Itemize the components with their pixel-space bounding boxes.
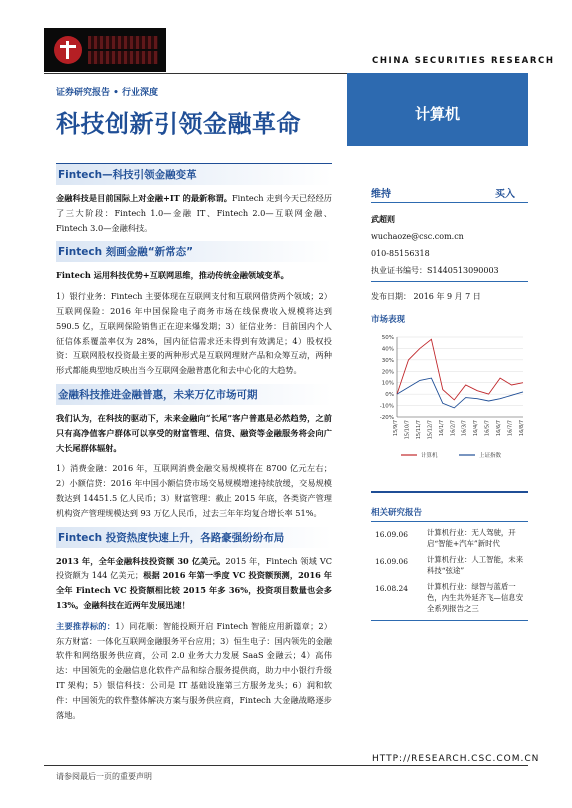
x-tick-label: 15/11/7 [415,420,422,440]
report-title: 科技创新引领金融革命 [56,110,301,138]
x-tick-label: 16/3/7 [461,420,468,437]
brand-text: CHINA SECURITIES RESEARCH [372,56,555,66]
market-chart [371,329,528,487]
analyst-cert: 执业证书编号：S1440513090003 [371,266,499,275]
paragraph: 2013 年，全年金融科技投资额 30 亿美元。2015 年，Fintech 领域 VC 投资额为 144 亿美元；根据 2016 年第一季度 VC 投资额预测，2016 年全年 Fintech VC 投资额相比较 2015 年多 36%，投资项目数量也会多 13%。金融科技在近两年发展迅速！ [56,555,333,610]
y-tick-label: 50% [381,335,394,341]
x-tick-label: 15/10/7 [404,420,411,440]
analyst-email[interactable]: wuchaoze@csc.com.cn [371,232,464,241]
footer-url[interactable]: HTTP://RESEARCH.CSC.COM.CN [372,754,540,764]
legend-label: 计算机 [421,453,438,459]
x-tick-label: 16/8/7 [519,420,525,437]
section-heading: 金融科技推进金融普惠，未来万亿市场可期 [56,384,332,405]
section-heading: Fintech—科技引领金融变革 [56,163,332,185]
y-tick-label: 0% [385,392,394,399]
section-heading: Fintech 投资热度快速上升，各路豪强纷纷布局 [56,527,332,548]
related-date: 16.09.06 [375,530,408,539]
x-tick-label: 16/1/7 [438,420,445,437]
related-text: 计算机行业：人工智能，未来科技“弦途” [427,555,524,575]
footer-disclaimer: 请参阅最后一页的重要声明 [56,772,152,781]
x-tick-label: 16/6/7 [496,420,503,437]
paragraph: Fintech 运用科技优势+互联网思维，推动传统金融领域变革。 [56,270,289,281]
section-heading: Fintech 刻画金融“新常态” [56,241,332,262]
footer-divider [44,765,528,766]
chart-title: 市场表现 [371,315,406,325]
paragraph: 1）银行业务：Fintech 主要体现在互联网支付和互联网借贷两个领域；2）互联网保险：2016 年中国保险电子商务市场在线保费收入规模将达到 590.5 亿，互联网保险销售正在迎来爆发期；3）征信业务：目前国内个人征信体系覆盖率仅为 28%，国内征信需求还未得到有效满足；4）股权投资：互联网股权投资最主要的两种形式是互联网理财产品和众筹互动，两种形式都能典型地反映出当今互联网金融普惠化和去中心化的大趋势。 [56,291,332,376]
x-tick-label: 16/5/7 [484,420,491,437]
x-tick-label: 16/7/7 [507,420,514,437]
y-tick-label: -20% [379,415,394,421]
report-type: 证券研究报告 • 行业深度 [56,88,159,98]
rating-maintain: 维持 [371,189,391,200]
market-chart-svg [371,329,528,487]
legend-label: 上证指数 [479,453,502,459]
related-list [371,527,528,614]
sidebar [371,183,528,621]
publish-date: 发布日期： 2016 年 9 月 7 日 [371,292,481,301]
x-tick-label: 16/2/7 [450,420,457,437]
related-item[interactable] [371,554,528,576]
sector-banner [347,73,528,146]
y-tick-label: 10% [381,380,394,387]
analyst-info [371,211,528,279]
related-item[interactable] [371,581,528,614]
x-tick-label: 16/4/7 [473,420,480,437]
analyst-name: 武超则 [371,214,395,224]
x-tick-label: 15/12/7 [427,420,434,440]
paragraph: 1）消费金融：2016 年，互联网消费金融交易规模将在 8700 亿元左右；2）小额信贷：2016 年中国小额信贷市场交易规模增速持续放缓，交易规模数达到 14451.5 亿人民币；3）财富管理：截止 2015 年底，各类资产管理机构资产管理规模达到 93 万亿人民币，过去三年年均复合增长率 51%。 [56,463,332,518]
paragraph: 我们认为，在科技的驱动下，未来金融向“长尾”客户普惠是必然趋势，之前只有高净值客户群体可以享受的财富管理、信贷、融资等金融服务将会向广大长尾群体辐射。 [56,412,332,453]
related-item[interactable] [371,527,528,549]
rating-buy: 买入 [495,189,515,200]
paragraph: 主要推荐标的：1）同花顺：智能投顾开启 Fintech 智能应用新篇章；2）东方财富：一体化互联网金融服务平台应用；3）恒生电子：国内领先的金融软件和网络服务供应商，公司 2.0 业务大力发展 SaaS 金融云；4）高伟达：中国领先的金融信息化软件产品和综合服务提供商，助力中小银行升级 IT 架构；5）银信科技：公司是 IT 基础设施第三方服务龙头；6）润和软件：中国领先的软件整体解决方案与服务供应商，Fintech 大金融战略逐步落地。 [56,620,332,720]
related-date: 16.08.24 [375,584,408,593]
y-tick-label: 40% [381,346,394,353]
analyst-phone: 010-85156318 [371,249,430,258]
related-date: 16.09.06 [375,557,408,566]
y-tick-label: 20% [381,369,394,376]
company-logo [44,28,166,72]
related-title: 相关研究报告 [371,503,528,522]
y-tick-label: 30% [381,357,394,364]
related-text: 计算机行业：无人驾驶，开启“智能+汽车”新时代 [427,528,516,548]
y-tick-label: -10% [379,403,394,410]
sector-label: 计算机 [414,105,460,123]
related-text: 计算机行业：绿智与蓝盾一色，内生共外延齐飞—信息安全系列报告之三 [427,582,524,613]
logo-emblem-icon [54,36,82,64]
paragraph: 金融科技是目前国际上对金融+IT 的最新称谓。Fintech 走到今天已经经历了三大阶段：Fintech 1.0—金融 IT、Fintech 2.0—互联网金融、Fintech 3.0—金融科技。 [56,193,332,233]
rating-row [371,183,528,203]
main-body [56,163,332,728]
x-tick-label: 15/9/7 [393,420,399,437]
